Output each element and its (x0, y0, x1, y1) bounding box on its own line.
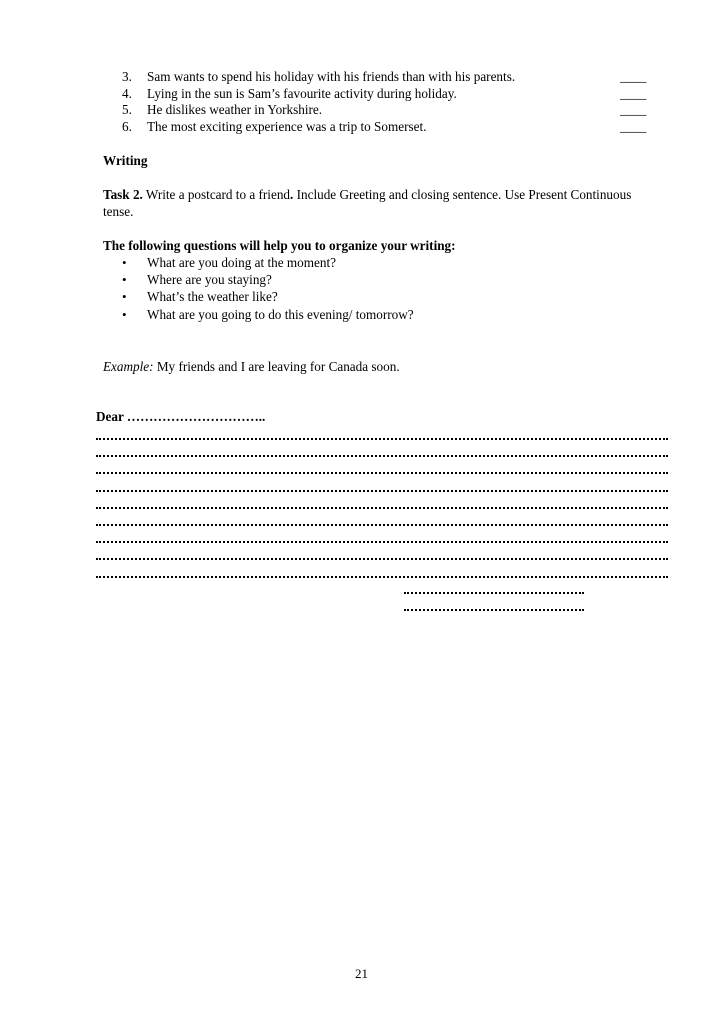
writing-line[interactable] (96, 445, 668, 462)
statement-number: 6. (122, 118, 132, 134)
signature-line[interactable] (404, 599, 584, 616)
postcard-greeting[interactable]: Dear ………………………….. (96, 409, 266, 424)
postcard-signature-area (404, 582, 584, 616)
statement-text: He dislikes weather in Yorkshire. (147, 102, 323, 118)
task-text-part1: Write a postcard to a friend (142, 187, 291, 202)
statement-number: 5. (122, 102, 132, 118)
bullet-icon: • (122, 289, 127, 305)
postcard-writing-area (96, 428, 668, 583)
writing-line[interactable] (96, 462, 668, 479)
statement-item (122, 86, 652, 103)
statement-text: Sam wants to spend his holiday with his friends than with his parents. (147, 69, 516, 84)
signature-line[interactable] (404, 582, 584, 599)
example-text: My friends and I are leaving for Canada soon. (153, 359, 400, 374)
task-label: Task 2. (103, 187, 143, 202)
statement-text: Lying in the sun is Sam’s favourite activity during holiday. (147, 85, 457, 101)
writing-line[interactable] (96, 428, 668, 445)
statement-number: 4. (122, 85, 132, 101)
question-text: What’s the weather like? (147, 289, 278, 305)
statement-item (122, 69, 652, 86)
question-item (122, 307, 414, 324)
example-label: Example: (103, 359, 154, 374)
true-false-statements (122, 69, 652, 135)
question-text: What are you going to do this evening/ tomorrow? (147, 306, 414, 322)
question-item (122, 289, 414, 306)
task-dot: . (290, 187, 294, 202)
writing-heading: Writing (103, 153, 148, 168)
writing-line[interactable] (96, 480, 668, 497)
question-item (122, 255, 414, 272)
answer-blank[interactable]: ____ (620, 102, 647, 118)
writing-line[interactable] (96, 497, 668, 514)
bullet-icon: • (122, 255, 127, 270)
task-text-part2: Include Greeting and closing sentence. Use Present Continuous tense. (103, 187, 632, 219)
example-sentence (103, 359, 400, 376)
questions-heading: The following questions will help you to organize your writing: (103, 238, 456, 253)
page-number: 21 (355, 966, 368, 981)
bullet-icon: • (122, 272, 127, 288)
guiding-questions (122, 255, 414, 324)
question-item (122, 272, 414, 289)
answer-blank[interactable]: ____ (620, 85, 647, 101)
writing-line[interactable] (96, 531, 668, 548)
question-text: Where are you staying? (147, 272, 272, 288)
question-text: What are you doing at the moment? (147, 255, 336, 270)
task-instructions (103, 187, 643, 220)
statement-number: 3. (122, 69, 132, 84)
statement-item (122, 102, 652, 119)
statement-item (122, 119, 652, 136)
writing-line[interactable] (96, 566, 668, 583)
answer-blank[interactable]: ____ (620, 118, 647, 134)
bullet-icon: • (122, 306, 127, 322)
statement-text: The most exciting experience was a trip to Somerset. (147, 118, 427, 134)
writing-line[interactable] (96, 514, 668, 531)
writing-line[interactable] (96, 548, 668, 565)
answer-blank[interactable]: ____ (620, 69, 647, 84)
